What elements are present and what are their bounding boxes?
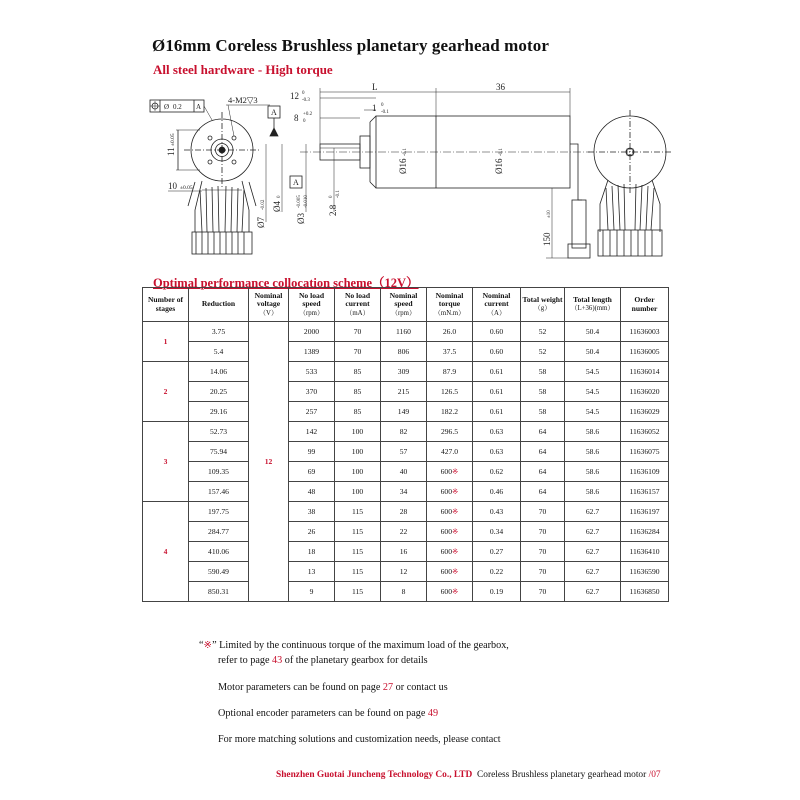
table-cell: 3.75 <box>189 322 249 342</box>
svg-text:-0.010: -0.010 <box>304 195 309 208</box>
table-cell: 11636850 <box>621 582 669 602</box>
dim-10: 10 <box>168 181 177 191</box>
table-cell: 40 <box>381 462 427 482</box>
table-cell: 50.4 <box>565 322 621 342</box>
performance-table <box>142 287 669 602</box>
scheme-title: Optimal performance collocation scheme（12V） <box>153 276 419 290</box>
table-cell: 62.7 <box>565 522 621 542</box>
svg-text:A: A <box>293 178 299 187</box>
table-cell: 29.16 <box>189 402 249 422</box>
footer-page: /07 <box>648 770 661 780</box>
table-cell: 309 <box>381 362 427 382</box>
table-cell: 600※ <box>427 542 473 562</box>
table-cell: 257 <box>289 402 335 422</box>
dim-L: L <box>372 82 378 92</box>
note-limit: “※” Limited by the continuous torque of the maximum load of the gearbox, <box>199 640 509 651</box>
dim-1: 1 <box>372 103 377 113</box>
dim-16-a: Ø16 <box>398 158 408 174</box>
table-cell: 87.9 <box>427 362 473 382</box>
table-cell: 38 <box>289 502 335 522</box>
svg-text:0: 0 <box>381 103 384 108</box>
table-cell: 58.6 <box>565 482 621 502</box>
page-ref-27[interactable]: 27 <box>382 682 394 693</box>
dim-36: 36 <box>496 82 505 92</box>
table-cell: 0.62 <box>473 462 521 482</box>
table-cell: 9 <box>289 582 335 602</box>
svg-text:Ø: Ø <box>164 103 170 111</box>
table-cell: 0.43 <box>473 502 521 522</box>
page-title: Ø16mm Coreless Brushless planetary gearhead motor <box>152 36 549 55</box>
table-cell: 85 <box>335 402 381 422</box>
footer <box>276 770 661 780</box>
table-cell: 100 <box>335 482 381 502</box>
svg-text:±0.05: ±0.05 <box>180 185 193 191</box>
limit-mark: ※ <box>452 487 459 496</box>
table-cell: 600※ <box>427 582 473 602</box>
table-cell: 64 <box>521 442 565 462</box>
table-cell: 26.0 <box>427 322 473 342</box>
table-cell: 99 <box>289 442 335 462</box>
table-cell: 1160 <box>381 322 427 342</box>
table-cell: 5.4 <box>189 342 249 362</box>
table-row <box>143 442 669 462</box>
table-cell: 11636052 <box>621 422 669 442</box>
table-cell: 0.63 <box>473 422 521 442</box>
table-cell: 11636075 <box>621 442 669 462</box>
table-cell: 64 <box>521 482 565 502</box>
table-cell: 215 <box>381 382 427 402</box>
column-header: No load current （mA） <box>335 288 381 322</box>
table-row <box>143 542 669 562</box>
rear-view <box>588 110 672 256</box>
svg-text:-0.005: -0.005 <box>297 195 302 208</box>
table-cell: 50.4 <box>565 342 621 362</box>
table-cell: 58 <box>521 382 565 402</box>
table-cell: 115 <box>335 522 381 542</box>
table-cell: 11636197 <box>621 502 669 522</box>
table-cell: 0.19 <box>473 582 521 602</box>
table-cell: 115 <box>335 562 381 582</box>
table-cell: 11636410 <box>621 542 669 562</box>
svg-text:0: 0 <box>329 195 334 198</box>
table-cell: 70 <box>521 582 565 602</box>
table-cell: 533 <box>289 362 335 382</box>
stage-cell: 4 <box>143 502 189 602</box>
column-header: Nominal torque （mN.m） <box>427 288 473 322</box>
technical-drawing <box>140 82 700 277</box>
table-cell: 58.6 <box>565 442 621 462</box>
table-cell: 14.06 <box>189 362 249 382</box>
table-cell: 54.5 <box>565 402 621 422</box>
limit-mark: ※ <box>452 507 459 516</box>
limit-mark: ※ <box>203 640 213 651</box>
table-cell: 296.5 <box>427 422 473 442</box>
table-cell: 57 <box>381 442 427 462</box>
front-view <box>150 95 270 254</box>
limit-mark: ※ <box>452 527 459 536</box>
table-cell: 13 <box>289 562 335 582</box>
page-subtitle: All steel hardware - High torque <box>153 62 333 77</box>
table-cell: 64 <box>521 462 565 482</box>
limit-mark: ※ <box>452 467 459 476</box>
limit-mark: ※ <box>452 567 459 576</box>
svg-text:+0.2: +0.2 <box>303 112 313 117</box>
note-motor: Motor parameters can be found on page 27 or contact us <box>218 682 448 693</box>
table-cell: 70 <box>335 322 381 342</box>
table-cell: 850.31 <box>189 582 249 602</box>
table-cell: 12 <box>381 562 427 582</box>
table-cell: 600※ <box>427 522 473 542</box>
table-cell: 197.75 <box>189 502 249 522</box>
page-ref-43[interactable]: 43 <box>272 655 283 666</box>
svg-text:±0.05: ±0.05 <box>170 133 176 146</box>
table-cell: 8 <box>381 582 427 602</box>
table-cell: 85 <box>335 382 381 402</box>
note-encoder: Optional encoder parameters can be found on page 49 <box>218 708 439 719</box>
dim-16-b: Ø16 <box>494 158 504 174</box>
column-header: Total length （L+36)(mm） <box>565 288 621 322</box>
table-cell: 82 <box>381 422 427 442</box>
table-cell: 100 <box>335 442 381 462</box>
table-cell: 0.27 <box>473 542 521 562</box>
svg-text:-0.1: -0.1 <box>403 148 408 156</box>
table-cell: 0.61 <box>473 382 521 402</box>
table-cell: 52 <box>521 342 565 362</box>
table-cell: 37.5 <box>427 342 473 362</box>
table-cell: 100 <box>335 422 381 442</box>
svg-text:0: 0 <box>302 91 305 96</box>
column-header: Number of stages <box>143 288 189 322</box>
table-cell: 126.5 <box>427 382 473 402</box>
dim-3: Ø3 <box>296 213 306 224</box>
table-cell: 600※ <box>427 562 473 582</box>
table-cell: 11636284 <box>621 522 669 542</box>
table-cell: 11636005 <box>621 342 669 362</box>
svg-text:0.2: 0.2 <box>173 103 182 111</box>
column-header: Total weight （g） <box>521 288 565 322</box>
table-cell: 54.5 <box>565 382 621 402</box>
svg-text:-0.02: -0.02 <box>261 199 266 210</box>
limit-mark: ※ <box>452 547 459 556</box>
table-cell: 157.46 <box>189 482 249 502</box>
table-cell: 54.5 <box>565 362 621 382</box>
table-cell: 48 <box>289 482 335 502</box>
table-cell: 70 <box>521 562 565 582</box>
svg-text:A: A <box>271 108 277 117</box>
table-cell: 11636029 <box>621 402 669 422</box>
table-cell: 62.7 <box>565 562 621 582</box>
table-cell: 115 <box>335 582 381 602</box>
table-cell: 70 <box>521 502 565 522</box>
table-cell: 34 <box>381 482 427 502</box>
dim-8: 8 <box>294 113 299 123</box>
side-view <box>256 82 590 258</box>
table-cell: 115 <box>335 542 381 562</box>
svg-text:0: 0 <box>277 195 282 198</box>
table-cell: 28 <box>381 502 427 522</box>
table-row <box>143 342 669 362</box>
column-header: Order number <box>621 288 669 322</box>
table-cell: 0.34 <box>473 522 521 542</box>
table-cell: 0.61 <box>473 362 521 382</box>
table-cell: 1389 <box>289 342 335 362</box>
stage-cell: 1 <box>143 322 189 362</box>
table-cell: 806 <box>381 342 427 362</box>
dim-2-8: 2.8 <box>328 204 338 216</box>
table-cell: 85 <box>335 362 381 382</box>
table-cell: 20.25 <box>189 382 249 402</box>
table-cell: 70 <box>335 342 381 362</box>
voltage-cell: 12 <box>249 322 289 602</box>
table-cell: 100 <box>335 462 381 482</box>
table-cell: 0.60 <box>473 322 521 342</box>
table-cell: 370 <box>289 382 335 402</box>
table-cell: 0.61 <box>473 402 521 422</box>
svg-text:-0.1: -0.1 <box>381 110 389 115</box>
svg-text:-0.1: -0.1 <box>499 148 504 156</box>
footer-doc: Coreless Brushless planetary gearhead motor <box>477 770 647 780</box>
table-cell: 0.46 <box>473 482 521 502</box>
table-cell: 22 <box>381 522 427 542</box>
table-cell: 427.0 <box>427 442 473 462</box>
table-cell: 26 <box>289 522 335 542</box>
svg-text:±10: ±10 <box>547 210 552 218</box>
table-cell: 70 <box>521 522 565 542</box>
stage-cell: 3 <box>143 422 189 502</box>
table-row <box>143 322 669 342</box>
table-row <box>143 382 669 402</box>
table-cell: 16 <box>381 542 427 562</box>
table-cell: 11636157 <box>621 482 669 502</box>
table-cell: 109.35 <box>189 462 249 482</box>
table-cell: 182.2 <box>427 402 473 422</box>
table-cell: 52.73 <box>189 422 249 442</box>
column-header: Nominal speed （rpm） <box>381 288 427 322</box>
table-cell: 2000 <box>289 322 335 342</box>
table-cell: 58 <box>521 402 565 422</box>
table-cell: 11636014 <box>621 362 669 382</box>
column-header: Nominal current （A） <box>473 288 521 322</box>
dim-4: Ø4 <box>272 201 282 212</box>
table-cell: 600※ <box>427 462 473 482</box>
table-row <box>143 362 669 382</box>
table-cell: 0.63 <box>473 442 521 462</box>
table-cell: 58.6 <box>565 422 621 442</box>
dim-7: Ø7 <box>256 217 266 228</box>
table-row <box>143 562 669 582</box>
svg-text:A: A <box>196 103 202 111</box>
thread-spec: 4-M2▽3 <box>228 95 258 105</box>
limit-mark: ※ <box>452 587 459 596</box>
svg-text:-0.1: -0.1 <box>336 190 341 198</box>
table-row <box>143 422 669 442</box>
column-header: Reduction <box>189 288 249 322</box>
table-cell: 69 <box>289 462 335 482</box>
table-cell: 58.6 <box>565 462 621 482</box>
page-ref-49[interactable]: 49 <box>427 708 439 719</box>
note-limit-line2: refer to page 43 of the planetary gearbox for details <box>218 655 428 666</box>
table-cell: 0.60 <box>473 342 521 362</box>
table-cell: 64 <box>521 422 565 442</box>
table-header-row <box>143 288 669 322</box>
table-row <box>143 462 669 482</box>
svg-text:-0.3: -0.3 <box>302 98 310 103</box>
table-cell: 75.94 <box>189 442 249 462</box>
table-row <box>143 482 669 502</box>
table-cell: 62.7 <box>565 582 621 602</box>
table-cell: 600※ <box>427 502 473 522</box>
table-cell: 18 <box>289 542 335 562</box>
table-cell: 11636020 <box>621 382 669 402</box>
stage-cell: 2 <box>143 362 189 422</box>
dim-150: 150 <box>542 232 552 246</box>
table-cell: 0.22 <box>473 562 521 582</box>
table-cell: 11636590 <box>621 562 669 582</box>
dim-11: 11 <box>166 147 176 156</box>
svg-text:0: 0 <box>303 119 306 124</box>
table-row <box>143 502 669 522</box>
table-cell: 11636109 <box>621 462 669 482</box>
table-cell: 11636003 <box>621 322 669 342</box>
table-cell: 62.7 <box>565 502 621 522</box>
table-cell: 70 <box>521 542 565 562</box>
table-cell: 590.49 <box>189 562 249 582</box>
dim-12: 12 <box>290 91 299 101</box>
table-cell: 52 <box>521 322 565 342</box>
table-cell: 142 <box>289 422 335 442</box>
column-header: Nominal voltage （V） <box>249 288 289 322</box>
table-cell: 62.7 <box>565 542 621 562</box>
table-row <box>143 522 669 542</box>
table-row <box>143 582 669 602</box>
table-cell: 410.06 <box>189 542 249 562</box>
table-cell: 600※ <box>427 482 473 502</box>
table-cell: 115 <box>335 502 381 522</box>
table-cell: 58 <box>521 362 565 382</box>
column-header: No load speed （rpm） <box>289 288 335 322</box>
table-row <box>143 402 669 422</box>
table-cell: 149 <box>381 402 427 422</box>
table-cell: 284.77 <box>189 522 249 542</box>
footer-company: Shenzhen Guotai Juncheng Technology Co., LTD <box>276 770 473 780</box>
note-more: For more matching solutions and customization needs, please contact <box>218 734 501 745</box>
